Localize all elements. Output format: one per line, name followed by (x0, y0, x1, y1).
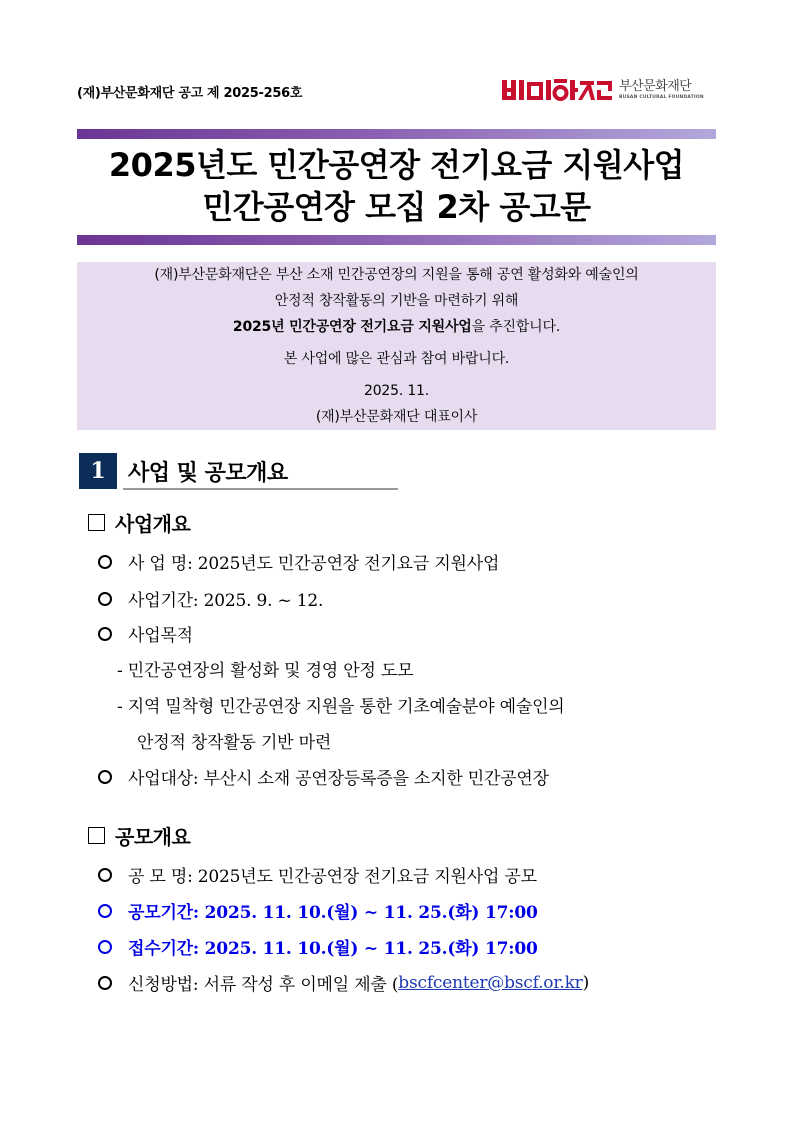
purpose-item-1: - 민간공연장의 활성화 및 경영 안정 도모 (117, 661, 414, 681)
logo-english-name: BUSAN CULTURAL FOUNDATION (619, 95, 704, 100)
business-overview-heading (88, 508, 190, 537)
circle-bullet-icon (98, 555, 112, 569)
contest-period-text: 공모기간: 2025. 11. 10.(월) ~ 11. 25.(화) 17:00 (128, 903, 538, 923)
notice-number: (재)부산문화재단 공고 제 2025-256호 (77, 86, 303, 101)
intro-line3 (77, 317, 716, 337)
foundation-logo (502, 76, 704, 104)
purpose-item-2-continued: 안정적 창작활동 기반 마련 (137, 733, 332, 753)
contest-overview-label: 공모개요 (115, 825, 191, 849)
intro-line1: (재)부산문화재단은 부산 소재 민간공연장의 지원을 통해 공연 활성화와 예술인의 (154, 267, 639, 283)
title-top-bar (77, 129, 716, 139)
business-target-text: 사업대상: 부산시 소재 공연장등록증을 소지한 민간공연장 (128, 769, 549, 789)
intro-signature: (재)부산문화재단 대표이사 (315, 409, 478, 425)
list-item-business-period (98, 586, 323, 611)
business-period-text: 사업기간: 2025. 9. ~ 12. (128, 591, 324, 611)
contest-name-text: 공 모 명: 2025년도 민간공연장 전기요금 지원사업 공모 (128, 867, 537, 887)
page-title-line1: 2025년도 민간공연장 전기요금 지원사업 (108, 146, 685, 184)
business-overview-label: 사업개요 (115, 512, 191, 536)
intro-program-name: 2025년 민간공연장 전기요금 지원사업 (232, 319, 472, 335)
checkbox-square-icon (88, 514, 105, 531)
list-item-business-name (98, 549, 499, 574)
list-item-receipt-period (98, 934, 538, 959)
circle-bullet-icon (98, 868, 112, 882)
receipt-period-text: 접수기간: 2025. 11. 10.(월) ~ 11. 25.(화) 17:00 (128, 939, 538, 959)
list-item-contest-name (98, 862, 537, 887)
circle-bullet-icon (98, 592, 112, 606)
application-method-close: ) (582, 972, 590, 993)
business-name-text: 사 업 명: 2025년도 민간공연장 전기요금 지원사업 (128, 554, 500, 574)
section-heading (79, 453, 288, 489)
title-bottom-bar (77, 235, 716, 245)
intro-date: 2025. 11. (364, 383, 429, 399)
busan-cultural-foundation-logo-icon (502, 77, 614, 103)
contest-overview-heading (88, 821, 190, 850)
list-item-business-purpose (98, 621, 193, 646)
list-item-application-method (98, 970, 589, 995)
intro-line4: 본 사업에 많은 관심과 참여 바랍니다. (283, 351, 510, 367)
email-link[interactable]: bscfcenter@bscf.or.kr (398, 972, 583, 993)
application-method-text: 신청방법: 서류 작성 후 이메일 제출 ( (128, 975, 399, 995)
section-underline (123, 488, 398, 490)
purpose-item-2: - 지역 밀착형 민간공연장 지원을 통한 기초예술분야 예술인의 (117, 697, 565, 717)
page-title-line2: 민간공연장 모집 2차 공고문 (202, 188, 591, 226)
circle-bullet-icon (98, 770, 112, 784)
list-item-contest-period (98, 898, 538, 923)
section-title: 사업 및 공모개요 (128, 460, 288, 486)
circle-bullet-icon (98, 976, 112, 990)
intro-box (77, 262, 716, 430)
intro-line2: 안정적 창작활동의 기반을 마련하기 위해 (274, 293, 519, 309)
logo-korean-name: 부산문화재단 (619, 79, 692, 94)
intro-line3-rest: 을 추진합니다. (471, 319, 561, 335)
circle-bullet-icon (98, 904, 112, 918)
business-purpose-label: 사업목적 (128, 626, 193, 646)
list-item-business-target (98, 764, 549, 789)
section-number: 1 (79, 453, 117, 489)
circle-bullet-icon (98, 940, 112, 954)
circle-bullet-icon (98, 627, 112, 641)
checkbox-square-icon (88, 827, 105, 844)
